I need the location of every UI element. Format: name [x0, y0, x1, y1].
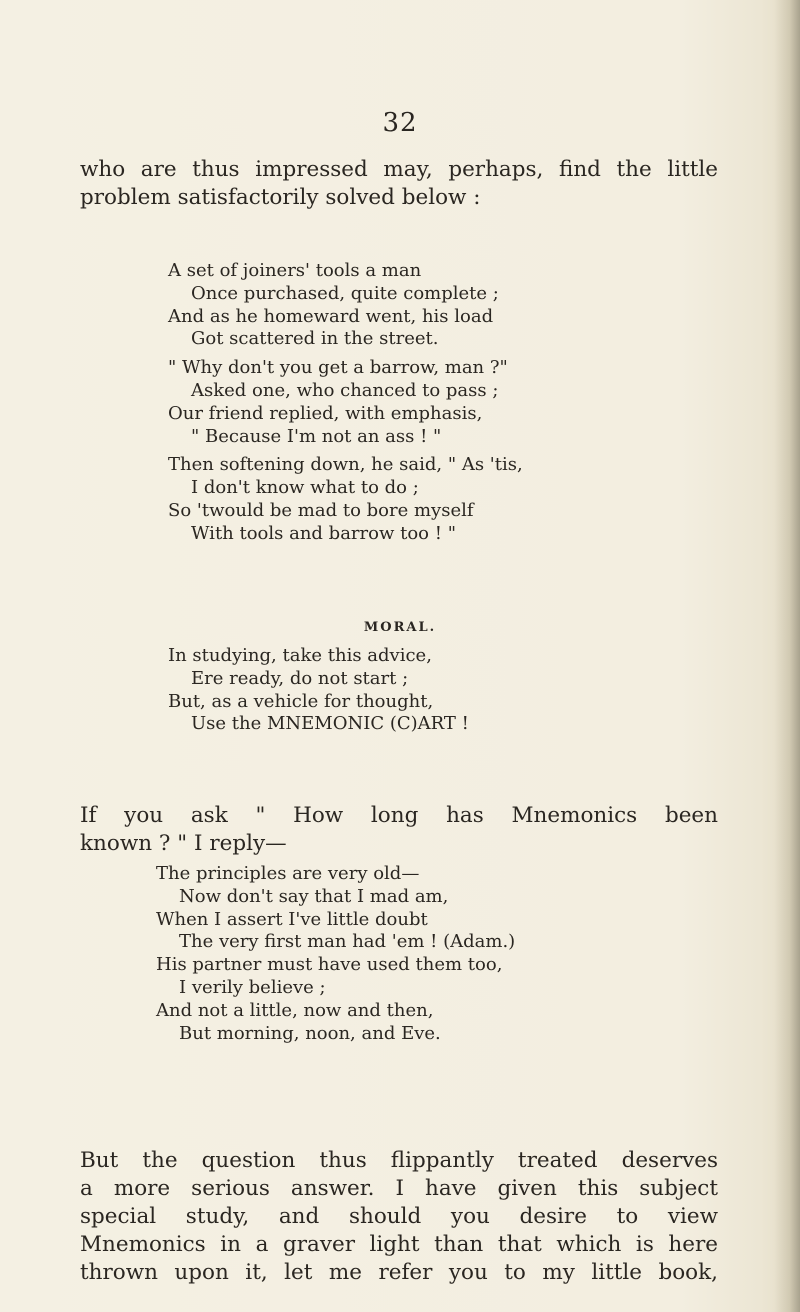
- verse-line: Asked one, who chanced to pass ;: [191, 379, 499, 401]
- poem-moral: [168, 645, 469, 736]
- verse-line: Got scattered in the street.: [191, 328, 439, 350]
- intro-paragraph: [80, 156, 718, 212]
- verse-line: I don't know what to do ;: [191, 477, 419, 499]
- verse-line: The very first man had 'em ! (Adam.): [179, 931, 516, 953]
- verse-line: Use the MNEMONIC (C)ART !: [191, 713, 469, 735]
- verse-line: And not a little, now and then,: [156, 999, 434, 1021]
- verse-line: And as he homeward went, his load: [168, 305, 494, 327]
- verse-line: I verily believe ;: [179, 976, 326, 998]
- verse-line: So 'twould be mad to bore myself: [168, 499, 474, 521]
- verse-line: When I assert I've little doubt: [156, 908, 428, 930]
- verse-line: With tools and barrow too ! ": [191, 522, 456, 544]
- page-number: 32: [382, 108, 418, 138]
- text-line: If you ask " How long has Mnemonics been: [80, 803, 718, 828]
- verse-line: Ere ready, do not start ;: [191, 667, 409, 689]
- text-line: who are thus impressed may, perhaps, find the little: [80, 157, 718, 182]
- text-line: But the question thus flippantly treated deserves: [80, 1148, 718, 1173]
- closing-paragraph: [80, 1147, 718, 1287]
- verse-line: A set of joiners' tools a man: [168, 260, 422, 281]
- page-edge-shadow: [774, 0, 800, 1312]
- text-line: known ? " I reply—: [80, 831, 287, 856]
- middle-paragraph: [80, 802, 718, 858]
- moral-heading: MORAL.: [363, 620, 437, 635]
- verse-line: In studying, take this advice,: [168, 645, 432, 666]
- poem-joiners-tools: [168, 260, 523, 546]
- verse-line: " Why don't you get a barrow, man ?": [168, 357, 508, 379]
- poem-adam: [156, 863, 515, 1045]
- verse-line: But, as a vehicle for thought,: [168, 690, 434, 712]
- verse-line: His partner must have used them too,: [156, 954, 503, 976]
- verse-line: Once purchased, quite complete ;: [191, 282, 499, 304]
- verse-line: Then softening down, he said, " As 'tis,: [168, 454, 523, 476]
- text-line: problem satisfactorily solved below :: [80, 185, 481, 210]
- text-line: thrown upon it, let me refer you to my little book,: [80, 1260, 718, 1285]
- text-line: a more serious answer. I have given this subject: [80, 1176, 718, 1201]
- verse-line: But morning, noon, and Eve.: [179, 1022, 441, 1044]
- verse-line: Our friend replied, with emphasis,: [168, 402, 483, 424]
- verse-line: The principles are very old—: [156, 863, 420, 884]
- text-line: special study, and should you desire to view: [80, 1204, 718, 1229]
- text-line: Mnemonics in a graver light than that which is here: [80, 1232, 718, 1257]
- verse-line: " Because I'm not an ass ! ": [191, 425, 442, 447]
- verse-line: Now don't say that I mad am,: [179, 885, 449, 907]
